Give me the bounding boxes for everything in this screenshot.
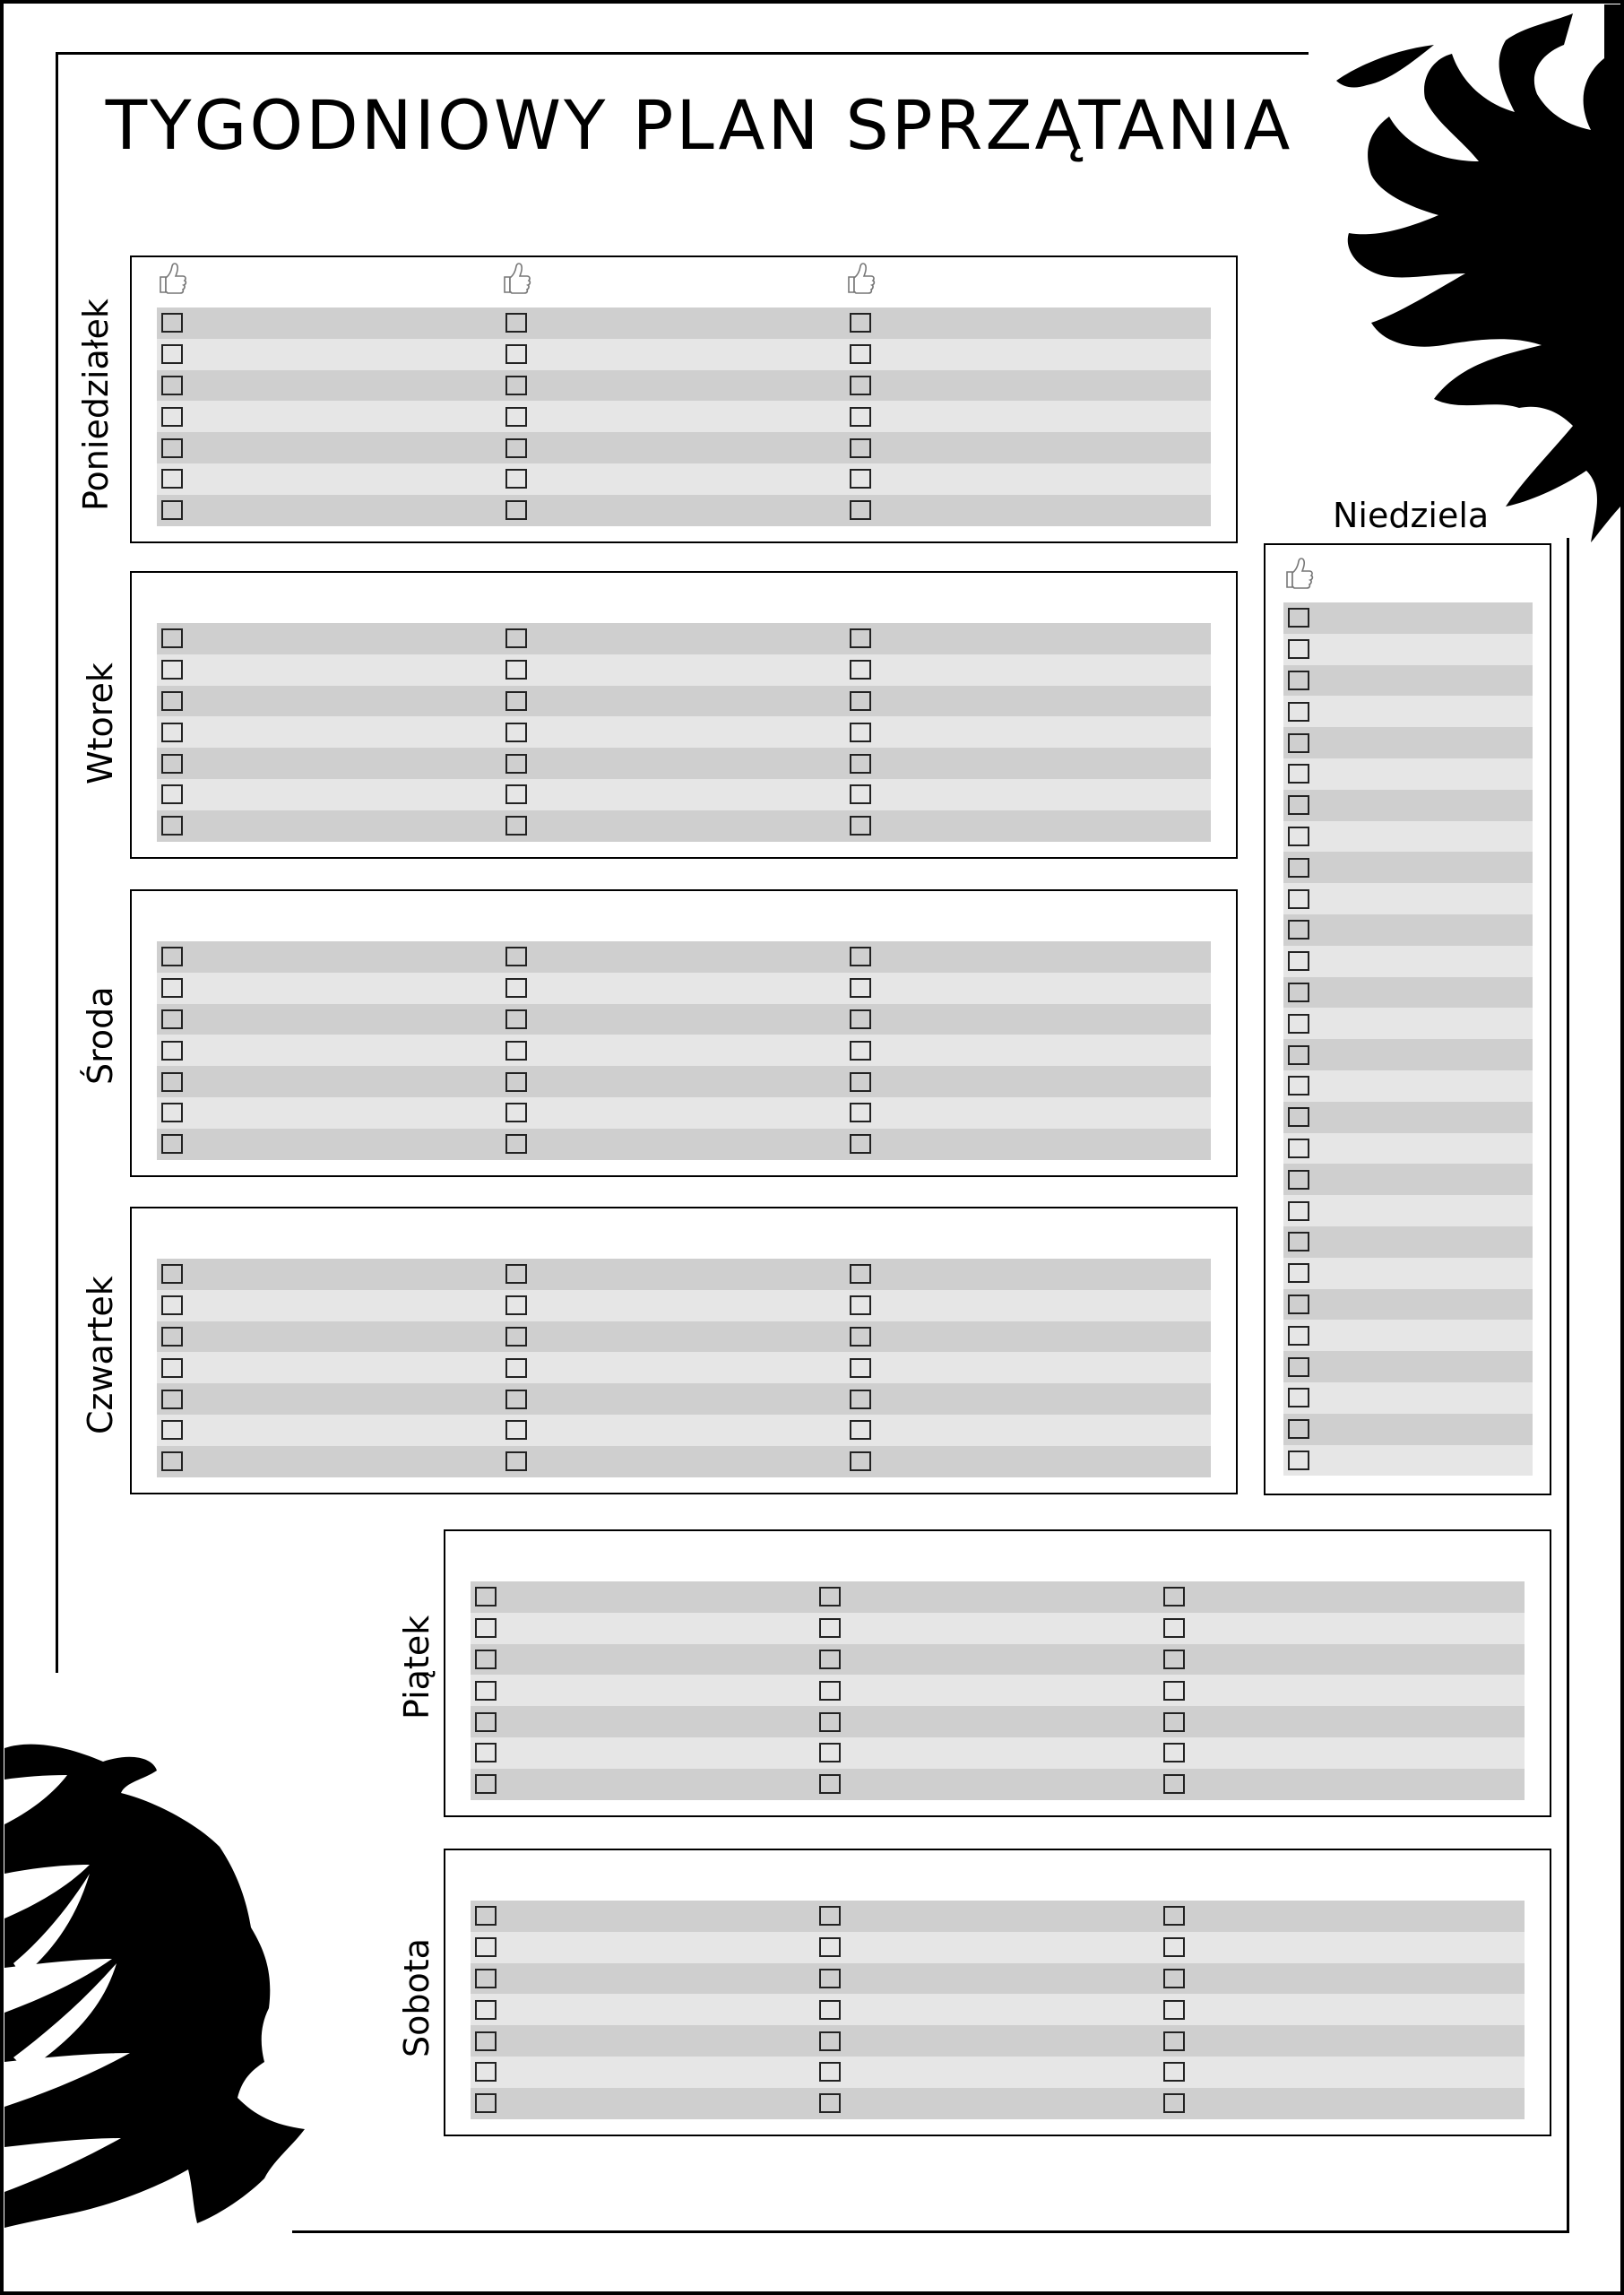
- task-checkbox[interactable]: [475, 1681, 497, 1701]
- monstera-leaf-icon: [1335, 4, 1620, 542]
- task-checkbox[interactable]: [1288, 920, 1309, 940]
- task-checkbox[interactable]: [850, 660, 871, 680]
- task-checkbox[interactable]: [1288, 1076, 1309, 1096]
- task-checkbox[interactable]: [850, 1390, 871, 1409]
- task-checkbox[interactable]: [1288, 733, 1309, 753]
- task-row: [1283, 696, 1533, 727]
- task-checkbox[interactable]: [161, 344, 183, 364]
- task-row: [471, 1581, 1525, 1613]
- task-checkbox[interactable]: [850, 469, 871, 489]
- task-checkbox[interactable]: [1288, 889, 1309, 909]
- page-title: TYGODNIOWY PLAN SPRZĄTANIA: [105, 85, 1293, 165]
- task-checkbox[interactable]: [505, 1390, 527, 1409]
- task-checkbox[interactable]: [505, 376, 527, 395]
- task-row: [157, 463, 1211, 495]
- task-checkbox[interactable]: [850, 1420, 871, 1440]
- task-row: [1283, 946, 1533, 977]
- task-checkbox[interactable]: [1288, 671, 1309, 690]
- task-checkbox[interactable]: [475, 1969, 497, 1988]
- task-checkbox[interactable]: [1288, 1451, 1309, 1470]
- task-row: [471, 1901, 1525, 1932]
- task-checkbox[interactable]: [475, 2000, 497, 2020]
- task-checkbox[interactable]: [819, 1937, 841, 1957]
- task-checkbox[interactable]: [1288, 608, 1309, 628]
- task-row: [1283, 1414, 1533, 1445]
- task-checkbox[interactable]: [505, 407, 527, 427]
- task-checkbox[interactable]: [161, 500, 183, 520]
- task-row: [1283, 758, 1533, 790]
- task-row: [157, 779, 1211, 810]
- task-checkbox[interactable]: [1163, 1681, 1185, 1701]
- task-checkbox[interactable]: [850, 500, 871, 520]
- day-panel-thursday: [130, 1207, 1238, 1494]
- task-row: [1283, 1226, 1533, 1258]
- task-checkbox[interactable]: [819, 2000, 841, 2020]
- task-checkbox[interactable]: [161, 1390, 183, 1409]
- task-row: [157, 623, 1211, 654]
- task-checkbox[interactable]: [475, 1587, 497, 1606]
- task-checkbox[interactable]: [1163, 1906, 1185, 1926]
- task-checkbox[interactable]: [1288, 1295, 1309, 1314]
- task-checkbox[interactable]: [819, 2031, 841, 2051]
- task-checkbox[interactable]: [161, 978, 183, 998]
- task-checkbox[interactable]: [161, 1420, 183, 1440]
- task-row: [471, 1613, 1525, 1644]
- task-checkbox[interactable]: [819, 1774, 841, 1794]
- task-checkbox[interactable]: [1288, 1232, 1309, 1251]
- task-row: [157, 1352, 1211, 1383]
- frame-right-line: [1567, 538, 1569, 2232]
- task-checkbox[interactable]: [1288, 1201, 1309, 1221]
- task-checkbox[interactable]: [850, 1072, 871, 1092]
- task-checkbox[interactable]: [505, 784, 527, 804]
- task-row: [1283, 634, 1533, 665]
- task-row: [1283, 1195, 1533, 1226]
- task-checkbox[interactable]: [1288, 827, 1309, 846]
- task-checkbox[interactable]: [819, 1587, 841, 1606]
- frame-left-line: [56, 52, 58, 1673]
- frame-bottom-line: [292, 2230, 1569, 2233]
- task-checkbox[interactable]: [850, 628, 871, 648]
- task-row: [157, 307, 1211, 339]
- task-checkbox[interactable]: [505, 660, 527, 680]
- task-checkbox[interactable]: [850, 438, 871, 458]
- task-row: [157, 1129, 1211, 1160]
- task-checkbox[interactable]: [850, 1009, 871, 1029]
- task-row: [157, 716, 1211, 748]
- task-checkbox[interactable]: [850, 691, 871, 711]
- task-checkbox[interactable]: [161, 1041, 183, 1061]
- task-checkbox[interactable]: [850, 978, 871, 998]
- task-row: [471, 1932, 1525, 1963]
- day-label-thursday: Czwartek: [81, 1276, 120, 1434]
- task-checkbox[interactable]: [819, 1743, 841, 1762]
- task-checkbox[interactable]: [161, 313, 183, 333]
- day-panel-tuesday: [130, 571, 1238, 859]
- thumbs-up-icon: [157, 261, 187, 295]
- task-checkbox[interactable]: [1288, 639, 1309, 659]
- task-checkbox[interactable]: [505, 1420, 527, 1440]
- task-row: [1283, 821, 1533, 853]
- task-checkbox[interactable]: [505, 1041, 527, 1061]
- task-checkbox[interactable]: [505, 313, 527, 333]
- task-row: [157, 1097, 1211, 1129]
- task-checkbox[interactable]: [161, 1009, 183, 1029]
- task-row: [1283, 852, 1533, 883]
- task-checkbox[interactable]: [850, 947, 871, 966]
- task-checkbox[interactable]: [505, 500, 527, 520]
- task-checkbox[interactable]: [161, 628, 183, 648]
- task-checkbox[interactable]: [1163, 1650, 1185, 1669]
- task-row: [157, 748, 1211, 779]
- task-checkbox[interactable]: [161, 784, 183, 804]
- task-checkbox[interactable]: [1163, 1712, 1185, 1732]
- task-checkbox[interactable]: [505, 816, 527, 836]
- task-row: [471, 1769, 1525, 1800]
- task-checkbox[interactable]: [1288, 951, 1309, 971]
- task-checkbox[interactable]: [1163, 1969, 1185, 1988]
- task-row: [157, 401, 1211, 432]
- task-checkbox[interactable]: [1163, 2062, 1185, 2082]
- task-checkbox[interactable]: [1288, 764, 1309, 784]
- task-checkbox[interactable]: [819, 2093, 841, 2113]
- task-checkbox[interactable]: [1288, 1357, 1309, 1377]
- task-row: [1283, 790, 1533, 821]
- day-panel-friday: [444, 1529, 1551, 1817]
- task-checkbox[interactable]: [819, 1618, 841, 1638]
- task-checkbox[interactable]: [505, 1103, 527, 1122]
- task-row: [157, 1415, 1211, 1446]
- task-checkbox[interactable]: [475, 2062, 497, 2082]
- task-row: [1283, 665, 1533, 697]
- task-checkbox[interactable]: [161, 754, 183, 774]
- task-row: [157, 1004, 1211, 1035]
- task-checkbox[interactable]: [161, 438, 183, 458]
- task-checkbox[interactable]: [1288, 1045, 1309, 1065]
- task-checkbox[interactable]: [161, 1451, 183, 1471]
- task-checkbox[interactable]: [850, 1264, 871, 1284]
- task-checkbox[interactable]: [1163, 1743, 1185, 1762]
- task-row: [157, 432, 1211, 463]
- task-checkbox[interactable]: [850, 1103, 871, 1122]
- task-row: [1283, 1133, 1533, 1165]
- task-checkbox[interactable]: [1288, 795, 1309, 815]
- task-row: [1283, 1039, 1533, 1070]
- task-checkbox[interactable]: [161, 816, 183, 836]
- task-row: [1283, 1351, 1533, 1382]
- task-row: [1283, 1289, 1533, 1321]
- thumbs-up-icon: [1283, 556, 1314, 590]
- task-checkbox[interactable]: [850, 1295, 871, 1315]
- task-checkbox[interactable]: [1288, 702, 1309, 722]
- task-row: [471, 1706, 1525, 1737]
- task-checkbox[interactable]: [1288, 1419, 1309, 1439]
- task-row: [157, 686, 1211, 717]
- task-checkbox[interactable]: [1163, 1618, 1185, 1638]
- task-checkbox[interactable]: [505, 754, 527, 774]
- task-row: [1283, 1320, 1533, 1351]
- task-checkbox[interactable]: [850, 1327, 871, 1347]
- task-checkbox[interactable]: [505, 1134, 527, 1154]
- task-checkbox[interactable]: [850, 407, 871, 427]
- day-label-sunday: Niedziela: [1333, 496, 1490, 535]
- task-row: [1283, 1258, 1533, 1289]
- task-checkbox[interactable]: [819, 1712, 841, 1732]
- task-row: [157, 941, 1211, 973]
- task-checkbox[interactable]: [850, 1041, 871, 1061]
- task-row: [1283, 1070, 1533, 1102]
- task-checkbox[interactable]: [161, 376, 183, 395]
- task-row: [157, 1066, 1211, 1097]
- task-row: [157, 654, 1211, 686]
- task-checkbox[interactable]: [161, 723, 183, 742]
- task-checkbox[interactable]: [850, 754, 871, 774]
- task-checkbox[interactable]: [1163, 1774, 1185, 1794]
- task-row: [1283, 1445, 1533, 1477]
- task-checkbox[interactable]: [161, 469, 183, 489]
- task-row: [471, 2088, 1525, 2119]
- task-row: [157, 1321, 1211, 1353]
- task-row: [1283, 1008, 1533, 1039]
- task-checkbox[interactable]: [161, 1264, 183, 1284]
- day-label-tuesday: Wtorek: [81, 663, 120, 784]
- task-row: [1283, 602, 1533, 634]
- task-row: [157, 1383, 1211, 1415]
- task-checkbox[interactable]: [1163, 1587, 1185, 1606]
- task-checkbox[interactable]: [1288, 1263, 1309, 1283]
- task-checkbox[interactable]: [505, 947, 527, 966]
- task-checkbox[interactable]: [1288, 983, 1309, 1002]
- task-checkbox[interactable]: [161, 1134, 183, 1154]
- task-row: [157, 370, 1211, 402]
- task-checkbox[interactable]: [505, 1072, 527, 1092]
- task-checkbox[interactable]: [850, 816, 871, 836]
- day-label-friday: Piątek: [397, 1615, 436, 1719]
- task-checkbox[interactable]: [1163, 2000, 1185, 2020]
- task-checkbox[interactable]: [819, 1969, 841, 1988]
- task-row: [471, 1963, 1525, 1995]
- frame-top-line: [56, 52, 1309, 55]
- task-row: [471, 1737, 1525, 1769]
- task-checkbox[interactable]: [475, 1937, 497, 1957]
- task-row: [157, 1290, 1211, 1321]
- task-checkbox[interactable]: [1288, 858, 1309, 878]
- task-checkbox[interactable]: [161, 1295, 183, 1315]
- task-row: [1283, 914, 1533, 946]
- task-checkbox[interactable]: [505, 1009, 527, 1029]
- task-row: [157, 1446, 1211, 1477]
- day-panel-monday: [130, 255, 1238, 543]
- task-checkbox[interactable]: [850, 784, 871, 804]
- task-checkbox[interactable]: [819, 1650, 841, 1669]
- day-label-saturday: Sobota: [397, 1938, 436, 2057]
- task-row: [1283, 1102, 1533, 1133]
- task-checkbox[interactable]: [475, 1650, 497, 1669]
- task-checkbox[interactable]: [850, 313, 871, 333]
- task-checkbox[interactable]: [1288, 1170, 1309, 1190]
- task-checkbox[interactable]: [161, 1072, 183, 1092]
- thumbs-up-icon: [501, 261, 531, 295]
- task-checkbox[interactable]: [505, 344, 527, 364]
- task-checkbox[interactable]: [505, 1264, 527, 1284]
- task-checkbox[interactable]: [850, 1134, 871, 1154]
- task-checkbox[interactable]: [819, 2062, 841, 2082]
- task-checkbox[interactable]: [161, 407, 183, 427]
- task-checkbox[interactable]: [505, 438, 527, 458]
- task-row: [471, 1675, 1525, 1706]
- task-checkbox[interactable]: [505, 1295, 527, 1315]
- task-checkbox[interactable]: [505, 1327, 527, 1347]
- monstera-leaf-icon: [4, 1739, 309, 2241]
- task-row: [1283, 1164, 1533, 1195]
- task-checkbox[interactable]: [1163, 2093, 1185, 2113]
- task-checkbox[interactable]: [850, 376, 871, 395]
- task-checkbox[interactable]: [161, 691, 183, 711]
- task-checkbox[interactable]: [1288, 1014, 1309, 1034]
- task-checkbox[interactable]: [1163, 1937, 1185, 1957]
- task-row: [1283, 1382, 1533, 1414]
- task-row: [1283, 883, 1533, 914]
- task-row: [1283, 977, 1533, 1009]
- day-panel-saturday: [444, 1849, 1551, 2136]
- task-checkbox[interactable]: [819, 1681, 841, 1701]
- day-panel-sunday: [1264, 543, 1551, 1495]
- task-checkbox[interactable]: [475, 2031, 497, 2051]
- task-checkbox[interactable]: [505, 1451, 527, 1471]
- task-checkbox[interactable]: [505, 628, 527, 648]
- task-row: [471, 2057, 1525, 2088]
- task-row: [1283, 727, 1533, 758]
- task-row: [157, 1035, 1211, 1066]
- task-checkbox[interactable]: [1163, 2031, 1185, 2051]
- task-checkbox[interactable]: [475, 1743, 497, 1762]
- task-checkbox[interactable]: [161, 1103, 183, 1122]
- task-checkbox[interactable]: [819, 1906, 841, 1926]
- thumbs-up-icon: [845, 261, 876, 295]
- task-checkbox[interactable]: [505, 691, 527, 711]
- task-row: [471, 2025, 1525, 2057]
- task-checkbox[interactable]: [505, 978, 527, 998]
- day-panel-wednesday: [130, 889, 1238, 1177]
- task-row: [157, 973, 1211, 1004]
- task-row: [471, 1644, 1525, 1676]
- task-checkbox[interactable]: [161, 1327, 183, 1347]
- task-checkbox[interactable]: [1288, 1388, 1309, 1407]
- task-checkbox[interactable]: [850, 344, 871, 364]
- task-row: [157, 495, 1211, 526]
- task-checkbox[interactable]: [850, 1358, 871, 1378]
- task-checkbox[interactable]: [161, 660, 183, 680]
- task-checkbox[interactable]: [1288, 1326, 1309, 1346]
- task-checkbox[interactable]: [1288, 1107, 1309, 1127]
- task-checkbox[interactable]: [475, 1618, 497, 1638]
- task-checkbox[interactable]: [505, 723, 527, 742]
- task-checkbox[interactable]: [850, 1451, 871, 1471]
- task-checkbox[interactable]: [475, 1774, 497, 1794]
- task-checkbox[interactable]: [161, 947, 183, 966]
- task-row: [157, 1259, 1211, 1290]
- day-label-monday: Poniedziałek: [76, 299, 116, 511]
- task-checkbox[interactable]: [850, 723, 871, 742]
- day-label-wednesday: Środa: [81, 986, 120, 1085]
- task-checkbox[interactable]: [505, 1358, 527, 1378]
- task-checkbox[interactable]: [161, 1358, 183, 1378]
- task-checkbox[interactable]: [475, 2093, 497, 2113]
- task-row: [157, 339, 1211, 370]
- task-checkbox[interactable]: [1288, 1139, 1309, 1158]
- task-checkbox[interactable]: [475, 1712, 497, 1732]
- task-checkbox[interactable]: [505, 469, 527, 489]
- task-row: [157, 810, 1211, 842]
- task-row: [471, 1994, 1525, 2025]
- task-checkbox[interactable]: [475, 1906, 497, 1926]
